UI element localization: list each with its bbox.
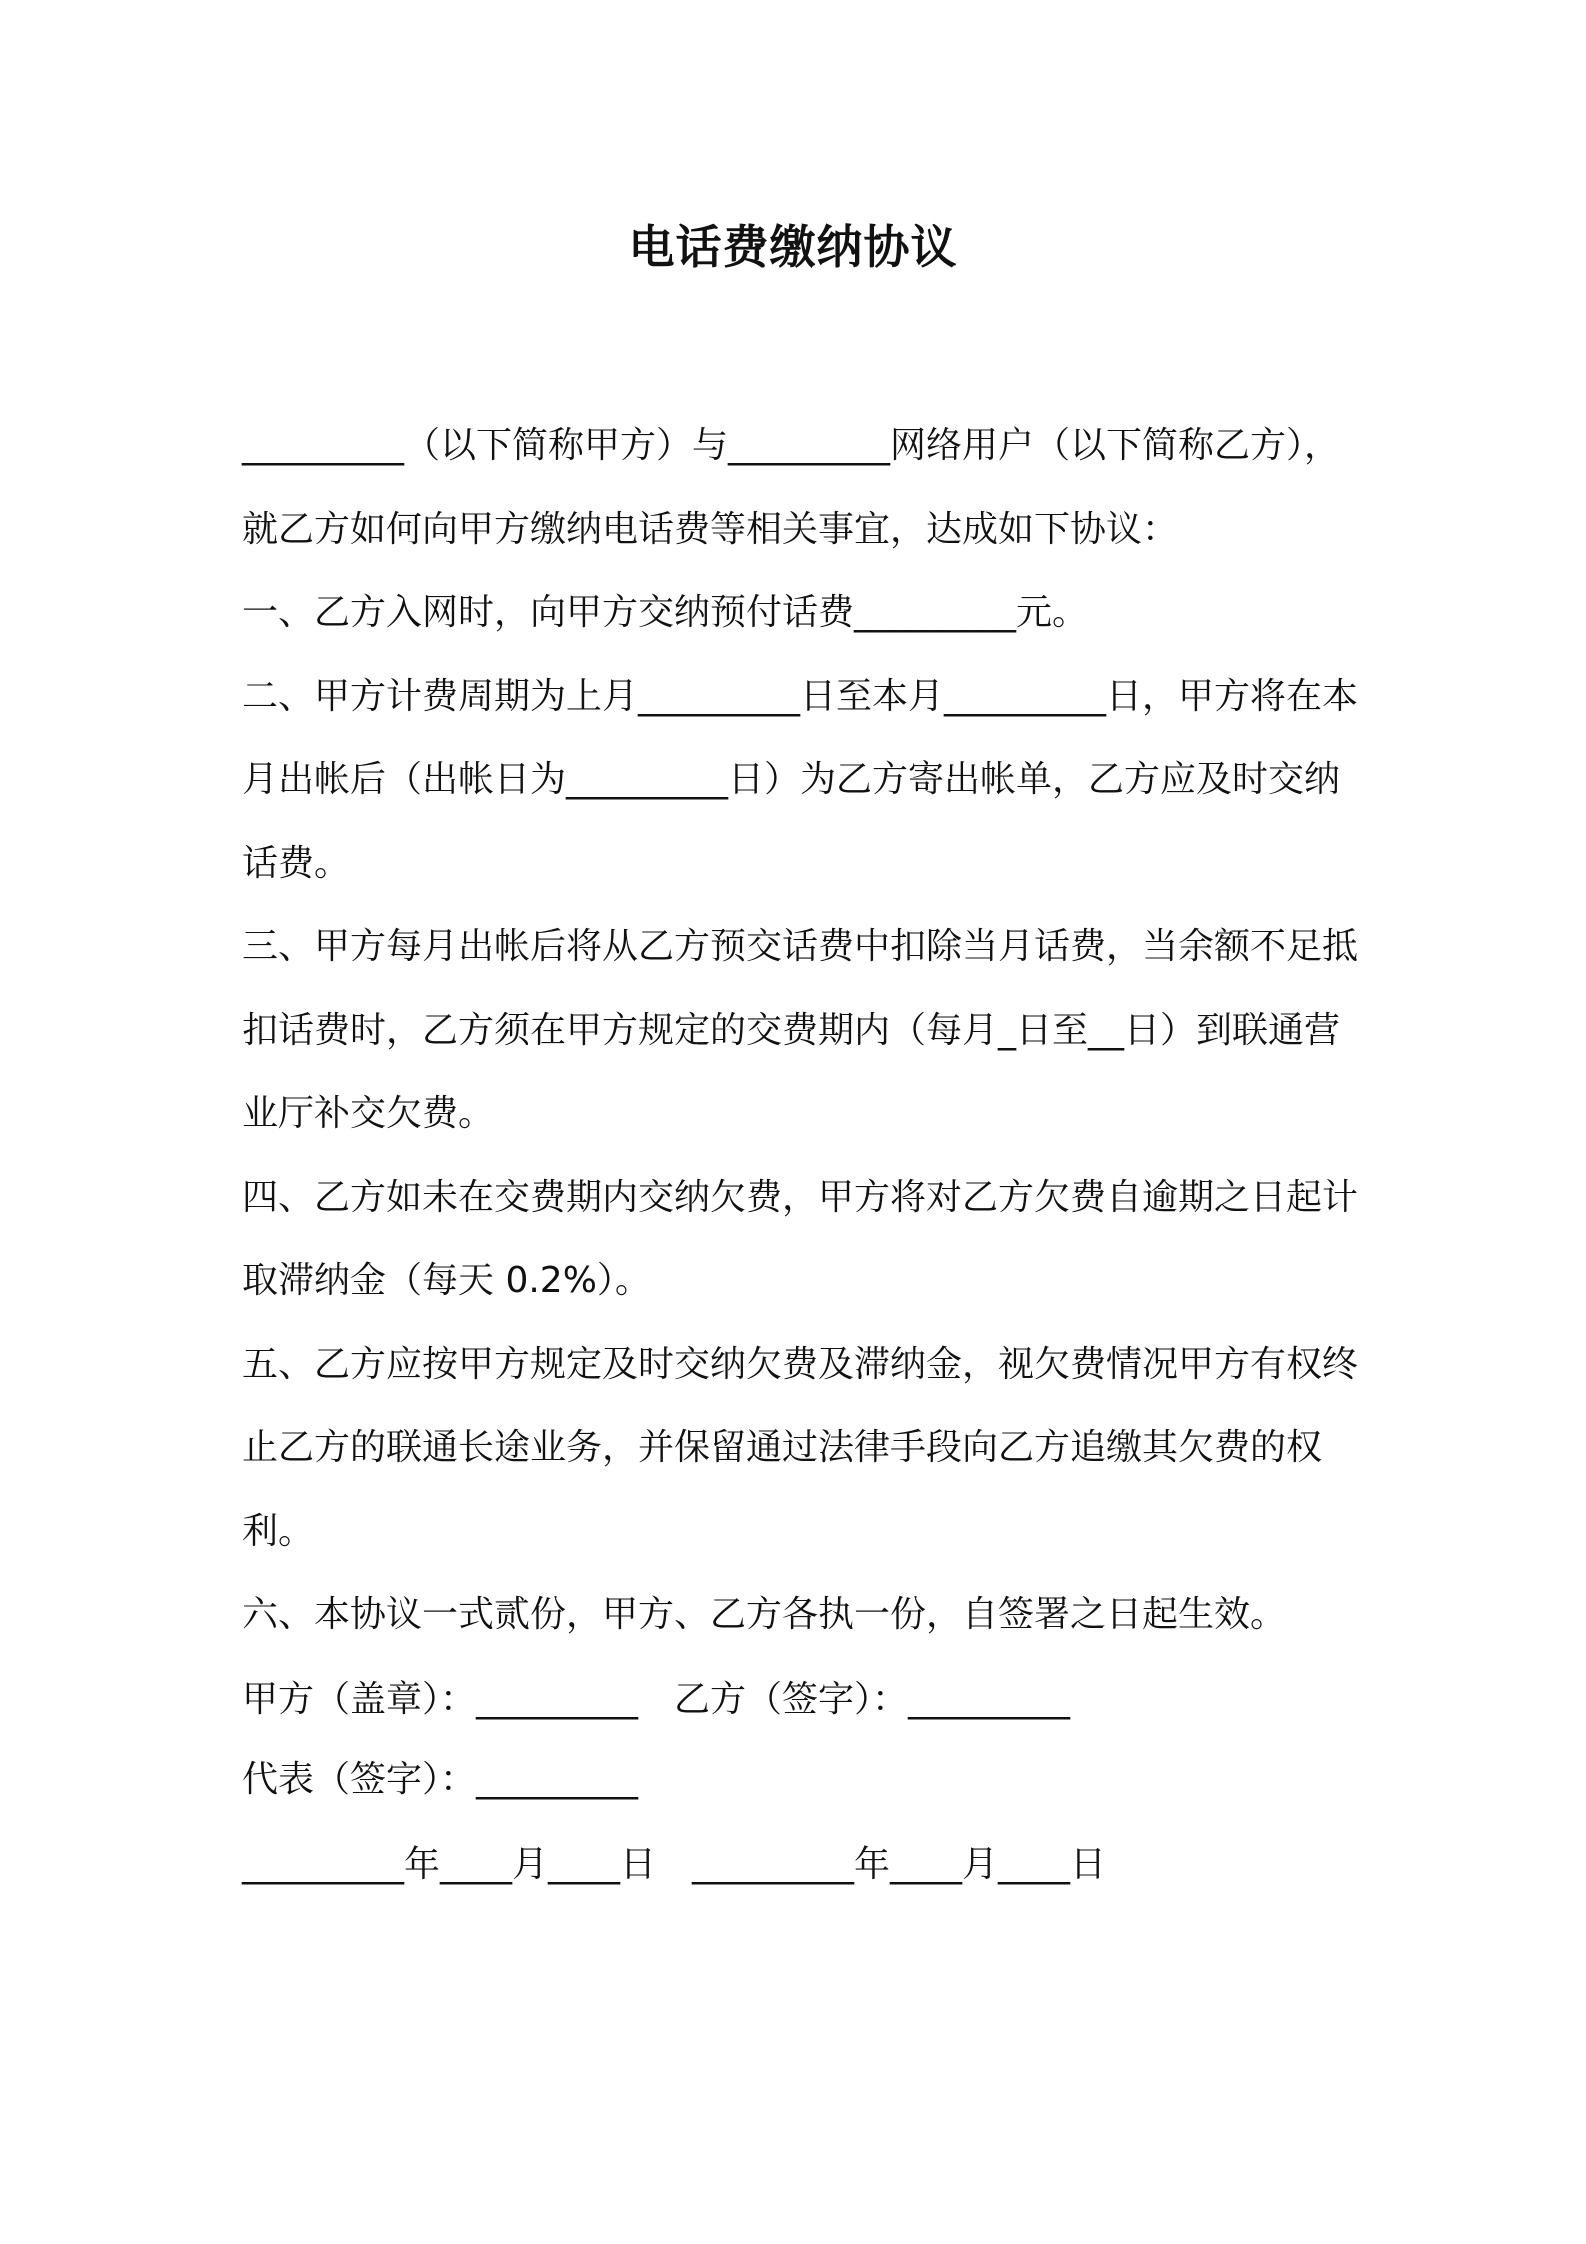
document-title: 电话费缴纳协议 xyxy=(628,220,958,274)
clause-5: 五、乙方应按甲方规定及时交纳欠费及滞纳金，视欠费情况甲方有权终止乙方的联通长途业务，并保留通过法律手段向乙方追缴其欠费的权利。 xyxy=(242,1343,1359,1552)
intro-paragraph: _________（以下简称甲方）与_________网络用户（以下简称乙方），就乙方如何向甲方缴纳电话费等相关事宜，达成如下协议： xyxy=(242,425,1341,550)
signature-row-representative xyxy=(242,1740,1362,1820)
signature-row-dates xyxy=(242,1822,1362,1908)
clause-1: 一、乙方入网时，向甲方交纳预付话费_________元。 xyxy=(242,592,1089,633)
clause-6: 六、本协议一式贰份，甲方、乙方各执一份，自签署之日起生效。 xyxy=(242,1594,1287,1635)
party-a-seal-line: 甲方（盖章）：_________ xyxy=(242,1679,639,1720)
party-b-sign-line: 乙方（签字）：_________ xyxy=(674,1679,1071,1720)
date-line-party-a: _________年____月____日 xyxy=(242,1844,656,1885)
date-line-party-b: _________年____月____日 xyxy=(692,1844,1106,1885)
clause-4: 四、乙方如未在交费期内交纳欠费，甲方将对乙方欠费自逾期之日起计取滞纳金（每天 0.2%）。 xyxy=(242,1176,1359,1301)
agreement-body xyxy=(242,404,1362,1657)
clause-2: 二、甲方计费周期为上月_________日至本月_________日，甲方将在本月出帐后（出帐日为_________日）为乙方寄出帐单，乙方应及时交纳话费。 xyxy=(242,675,1359,884)
signature-block xyxy=(242,1660,1362,1908)
clause-3: 三、甲方每月出帐后将从乙方预交话费中扣除当月话费，当余额不足抵扣话费时，乙方须在甲方规定的交费期内（每月_日至__日）到联通营业厅补交欠费。 xyxy=(242,926,1359,1134)
signature-row-parties xyxy=(242,1660,1362,1740)
representative-sign-line: 代表（签字）：_________ xyxy=(242,1759,639,1800)
